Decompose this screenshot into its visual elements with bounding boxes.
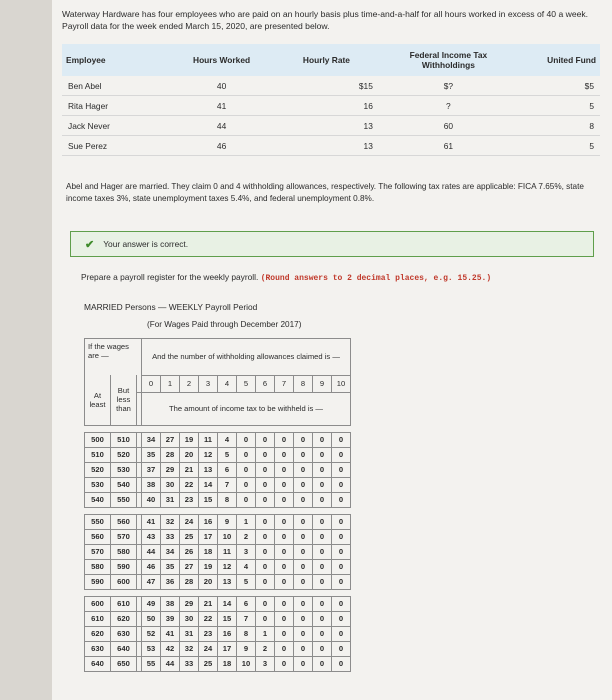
tax-amount-cell: 28	[180, 574, 199, 589]
wage-bound-cell: 640	[111, 641, 137, 656]
tax-amount-cell: 2	[237, 529, 256, 544]
tax-amount-cell: 0	[332, 574, 351, 589]
wage-bound-cell: 550	[111, 492, 137, 507]
tax-amount-cell: 0	[256, 544, 275, 559]
allowance-10: 10	[332, 375, 351, 392]
tax-amount-cell: 0	[275, 611, 294, 626]
tax-amount-cell: 0	[256, 529, 275, 544]
wage-bound-cell: 530	[85, 477, 111, 492]
tax-amount-cell: 0	[313, 462, 332, 477]
tax-amount-cell: 0	[294, 626, 313, 641]
tax-amount-cell: 0	[332, 626, 351, 641]
wage-bound-cell: 550	[85, 514, 111, 529]
tax-amount-cell: 18	[218, 656, 237, 671]
tax-amount-cell: 0	[332, 529, 351, 544]
tax-row	[85, 492, 351, 507]
wage-bound-cell: 520	[85, 462, 111, 477]
tax-amount-cell: 0	[275, 492, 294, 507]
tax-amount-cell: 35	[142, 447, 161, 462]
tax-amount-cell: 9	[237, 641, 256, 656]
tax-amount-cell: 0	[313, 544, 332, 559]
header-united-fund: United Fund	[547, 55, 596, 65]
tax-amount-cell: 8	[218, 492, 237, 507]
tax-amount-cell: 44	[161, 656, 180, 671]
tax-amount-cell: 0	[294, 611, 313, 626]
tax-amount-cell: 0	[275, 574, 294, 589]
but-less-than-header: But less than	[111, 375, 137, 425]
tax-amount-cell: 3	[256, 656, 275, 671]
tax-amount-cell: 0	[313, 432, 332, 447]
tax-amount-cell: 0	[294, 514, 313, 529]
tax-amount-cell: 0	[275, 447, 294, 462]
document-page	[52, 0, 612, 700]
employee-name-cell: Sue Perez	[62, 136, 169, 156]
hourly-rate-cell: $15	[274, 76, 379, 96]
tax-amount-cell: 4	[218, 432, 237, 447]
tax-amount-cell: 9	[218, 514, 237, 529]
tax-amount-cell: 0	[332, 641, 351, 656]
tax-amount-cell: 7	[218, 477, 237, 492]
tax-amount-cell: 0	[256, 462, 275, 477]
tax-amount-cell: 50	[142, 611, 161, 626]
banner-text: Your answer is correct.	[103, 239, 189, 249]
header-hours-worked: Hours Worked	[193, 55, 251, 65]
tax-amount-cell: 0	[256, 432, 275, 447]
tax-row	[85, 447, 351, 462]
allowance-6: 6	[256, 375, 275, 392]
wage-bound-cell: 570	[85, 544, 111, 559]
tax-amount-cell: 0	[237, 477, 256, 492]
tax-amount-cell: 0	[256, 477, 275, 492]
wage-bound-cell: 570	[111, 529, 137, 544]
tax-amount-cell: 1	[237, 514, 256, 529]
tax-amount-cell: 30	[161, 477, 180, 492]
tax-amount-cell: 14	[218, 596, 237, 611]
tax-amount-cell: 0	[332, 611, 351, 626]
wage-bound-cell: 620	[85, 626, 111, 641]
tax-amount-cell: 12	[199, 447, 218, 462]
check-icon: ✔	[85, 238, 95, 251]
tax-row	[85, 626, 351, 641]
tax-amount-cell: 44	[142, 544, 161, 559]
tax-amount-cell: 0	[275, 514, 294, 529]
prepare-text: Prepare a payroll register for the weekly payroll.	[81, 272, 259, 282]
hours-worked-cell: 41	[169, 96, 274, 116]
wage-bound-cell: 500	[85, 432, 111, 447]
tax-amount-cell: 0	[294, 559, 313, 574]
hourly-rate-cell: 13	[274, 116, 379, 136]
united-fund-cell: 8	[518, 116, 600, 136]
tax-amount-cell: 28	[161, 447, 180, 462]
tax-amount-cell: 34	[142, 432, 161, 447]
wages-header: If the wages are —	[85, 339, 142, 376]
tax-amount-cell: 0	[313, 477, 332, 492]
allowance-0: 0	[142, 375, 161, 392]
employee-table	[62, 44, 600, 156]
allowance-numbers-row	[85, 375, 351, 392]
allowance-2: 2	[180, 375, 199, 392]
tax-amount-cell: 31	[161, 492, 180, 507]
tax-amount-cell: 23	[180, 492, 199, 507]
tax-amount-cell: 0	[313, 656, 332, 671]
group-spacer-cell	[85, 425, 351, 432]
tax-amount-cell: 18	[199, 544, 218, 559]
wage-bound-cell: 630	[85, 641, 111, 656]
header-hourly-rate: Hourly Rate	[302, 55, 350, 65]
header-employee: Employee	[66, 55, 106, 65]
tax-amount-cell: 0	[275, 641, 294, 656]
tax-amount-cell: 39	[161, 611, 180, 626]
tax-amount-cell: 2	[256, 641, 275, 656]
tax-table-subtitle: (For Wages Paid through December 2017)	[147, 320, 302, 329]
wage-bound-cell: 510	[111, 432, 137, 447]
tax-amount-cell: 0	[332, 462, 351, 477]
wage-bound-cell: 600	[111, 574, 137, 589]
wage-bound-cell: 540	[85, 492, 111, 507]
tax-amount-cell: 32	[161, 514, 180, 529]
tax-amount-cell: 16	[218, 626, 237, 641]
tax-amount-cell: 41	[142, 514, 161, 529]
tax-amount-cell: 7	[237, 611, 256, 626]
amount-withheld-header: The amount of income tax to be withheld is —	[142, 392, 351, 425]
employee-table-header	[62, 44, 600, 76]
tax-amount-cell: 27	[161, 432, 180, 447]
wage-bound-cell: 610	[85, 611, 111, 626]
intro-text: Waterway Hardware has four employees who are paid on an hourly basis plus time-and-a-half for all hours worked in excess of 40 a week. Payroll data for the week ended March 15, 2020, are presented below.	[62, 9, 589, 31]
tax-amount-cell: 6	[218, 462, 237, 477]
federal-tax-cell: ?	[379, 96, 518, 116]
tax-amount-cell: 40	[142, 492, 161, 507]
tax-amount-cell: 0	[256, 559, 275, 574]
tax-amount-cell: 43	[142, 529, 161, 544]
tax-amount-cell: 0	[294, 462, 313, 477]
tax-amount-cell: 22	[199, 611, 218, 626]
tax-amount-cell: 24	[180, 514, 199, 529]
allowance-9: 9	[313, 375, 332, 392]
allowance-3: 3	[199, 375, 218, 392]
tax-amount-cell: 0	[237, 492, 256, 507]
hours-worked-cell: 40	[169, 76, 274, 96]
employee-row	[62, 116, 600, 136]
tax-amount-cell: 33	[180, 656, 199, 671]
tax-row	[85, 477, 351, 492]
tax-amount-cell: 0	[332, 596, 351, 611]
tax-amount-cell: 25	[180, 529, 199, 544]
tax-amount-cell: 19	[180, 432, 199, 447]
wage-bound-cell: 530	[111, 462, 137, 477]
hours-worked-cell: 46	[169, 136, 274, 156]
tax-amount-cell: 21	[180, 462, 199, 477]
tax-amount-cell: 52	[142, 626, 161, 641]
tax-amount-cell: 35	[161, 559, 180, 574]
wage-bound-cell: 520	[111, 447, 137, 462]
tax-amount-cell: 0	[275, 626, 294, 641]
allowance-4: 4	[218, 375, 237, 392]
employee-row	[62, 96, 600, 116]
tax-amount-cell: 32	[180, 641, 199, 656]
tax-amount-cell: 4	[237, 559, 256, 574]
tax-amount-cell: 25	[199, 656, 218, 671]
wage-bound-cell: 590	[111, 559, 137, 574]
tax-amount-cell: 0	[294, 529, 313, 544]
employee-name-cell: Jack Never	[62, 116, 169, 136]
hourly-rate-cell: 16	[274, 96, 379, 116]
tax-amount-cell: 0	[294, 641, 313, 656]
tax-amount-cell: 41	[161, 626, 180, 641]
tax-amount-cell: 27	[180, 559, 199, 574]
tax-amount-cell: 10	[237, 656, 256, 671]
at-least-header: At least	[85, 375, 111, 425]
tax-amount-cell: 17	[218, 641, 237, 656]
wage-bound-cell: 580	[111, 544, 137, 559]
wage-bound-cell: 600	[85, 596, 111, 611]
tax-amount-cell: 24	[199, 641, 218, 656]
tax-amount-cell: 0	[256, 492, 275, 507]
wage-bound-cell: 540	[111, 477, 137, 492]
tax-amount-cell: 0	[275, 477, 294, 492]
tax-amount-cell: 0	[237, 447, 256, 462]
tax-amount-cell: 12	[218, 559, 237, 574]
tax-amount-cell: 0	[275, 544, 294, 559]
tax-amount-cell: 0	[237, 462, 256, 477]
wage-bound-cell: 620	[111, 611, 137, 626]
employee-name-cell: Rita Hager	[62, 96, 169, 116]
tax-amount-cell: 34	[161, 544, 180, 559]
allowance-5: 5	[237, 375, 256, 392]
wage-bound-cell: 640	[85, 656, 111, 671]
tax-amount-cell: 0	[313, 447, 332, 462]
tax-amount-cell: 11	[218, 544, 237, 559]
tax-amount-cell: 0	[256, 514, 275, 529]
tax-amount-cell: 0	[313, 596, 332, 611]
tax-amount-cell: 0	[332, 477, 351, 492]
tax-amount-cell: 0	[294, 574, 313, 589]
tax-amount-cell: 0	[294, 544, 313, 559]
tax-amount-cell: 36	[161, 574, 180, 589]
tax-amount-cell: 13	[199, 462, 218, 477]
hours-worked-cell: 44	[169, 116, 274, 136]
federal-tax-cell: 61	[379, 136, 518, 156]
tax-amount-cell: 0	[256, 447, 275, 462]
tax-amount-cell: 0	[294, 492, 313, 507]
tax-amount-cell: 46	[142, 559, 161, 574]
tax-row	[85, 656, 351, 671]
tax-amount-cell: 1	[256, 626, 275, 641]
tax-amount-cell: 0	[294, 432, 313, 447]
tax-amount-cell: 0	[313, 626, 332, 641]
tax-amount-cell: 13	[218, 574, 237, 589]
wage-bound-cell: 580	[85, 559, 111, 574]
tax-amount-cell: 0	[294, 656, 313, 671]
hourly-rate-cell: 13	[274, 136, 379, 156]
tax-amount-cell: 0	[256, 596, 275, 611]
tax-amount-cell: 23	[199, 626, 218, 641]
employee-row	[62, 76, 600, 96]
tax-row	[85, 544, 351, 559]
tax-amount-cell: 5	[237, 574, 256, 589]
allowances-header: And the number of withholding allowances claimed is —	[142, 339, 351, 376]
wage-bound-cell: 630	[111, 626, 137, 641]
tax-amount-cell: 0	[275, 596, 294, 611]
tax-amount-cell: 53	[142, 641, 161, 656]
tax-amount-cell: 0	[275, 656, 294, 671]
tax-amount-cell: 0	[313, 611, 332, 626]
tax-amount-cell: 15	[199, 492, 218, 507]
tax-amount-cell: 49	[142, 596, 161, 611]
tax-row	[85, 596, 351, 611]
answer-correct-banner	[70, 231, 594, 257]
federal-tax-cell: $?	[379, 76, 518, 96]
tax-amount-cell: 0	[332, 656, 351, 671]
tax-amount-cell: 0	[332, 559, 351, 574]
tax-amount-cell: 8	[237, 626, 256, 641]
tax-amount-cell: 30	[180, 611, 199, 626]
tax-amount-cell: 29	[180, 596, 199, 611]
tax-amount-cell: 3	[237, 544, 256, 559]
tax-amount-cell: 14	[199, 477, 218, 492]
tax-amount-cell: 10	[218, 529, 237, 544]
tax-amount-cell: 0	[275, 432, 294, 447]
tax-amount-cell: 0	[313, 641, 332, 656]
tax-amount-cell: 26	[180, 544, 199, 559]
tax-amount-cell: 37	[142, 462, 161, 477]
tax-amount-cell: 0	[237, 432, 256, 447]
united-fund-cell: 5	[518, 96, 600, 116]
employee-row	[62, 136, 600, 156]
group-spacer-cell	[85, 507, 351, 514]
wage-bound-cell: 590	[85, 574, 111, 589]
tax-amount-cell: 47	[142, 574, 161, 589]
tax-amount-cell: 0	[275, 559, 294, 574]
tax-row	[85, 462, 351, 477]
tax-amount-cell: 0	[313, 559, 332, 574]
employee-name-cell: Ben Abel	[62, 76, 169, 96]
tax-amount-cell: 15	[218, 611, 237, 626]
group-spacer	[85, 589, 351, 596]
tax-amount-cell: 20	[199, 574, 218, 589]
tax-amount-cell: 0	[332, 544, 351, 559]
tax-amount-cell: 42	[161, 641, 180, 656]
tax-amount-cell: 0	[275, 529, 294, 544]
married-note: Abel and Hager are married. They claim 0 and 4 withholding allowances, respectively. The following tax rates are applicable: FICA 7.65%, state income taxes 3%, state unemployment taxes 5.4%, and federal unemployment 0.8%.	[66, 182, 584, 203]
tax-amount-cell: 29	[161, 462, 180, 477]
tax-row	[85, 432, 351, 447]
tax-row	[85, 574, 351, 589]
wage-bound-cell: 610	[111, 596, 137, 611]
allowance-1: 1	[161, 375, 180, 392]
tax-amount-cell: 17	[199, 529, 218, 544]
tax-amount-cell: 21	[199, 596, 218, 611]
tax-amount-cell: 0	[294, 447, 313, 462]
wage-bound-cell: 650	[111, 656, 137, 671]
federal-tax-cell: 60	[379, 116, 518, 136]
wage-bound-cell: 510	[85, 447, 111, 462]
rounding-hint: (Round answers to 2 decimal places, e.g. 15.25.)	[260, 274, 492, 283]
tax-amount-cell: 0	[256, 574, 275, 589]
tax-amount-cell: 0	[256, 611, 275, 626]
tax-header-row	[85, 339, 351, 376]
tax-amount-cell: 0	[313, 529, 332, 544]
wage-bound-cell: 560	[111, 514, 137, 529]
group-spacer	[85, 425, 351, 432]
tax-amount-cell: 55	[142, 656, 161, 671]
tax-amount-cell: 16	[199, 514, 218, 529]
tax-row	[85, 514, 351, 529]
tax-amount-cell: 0	[332, 447, 351, 462]
tax-amount-cell: 0	[332, 432, 351, 447]
tax-row	[85, 559, 351, 574]
tax-amount-cell: 0	[313, 492, 332, 507]
tax-row	[85, 611, 351, 626]
tax-amount-cell: 38	[142, 477, 161, 492]
tax-amount-cell: 0	[313, 514, 332, 529]
wage-bound-cell: 560	[85, 529, 111, 544]
tax-amount-cell: 20	[180, 447, 199, 462]
tax-amount-cell: 22	[180, 477, 199, 492]
header-federal-income-tax: Federal Income Tax Withholdings	[409, 50, 488, 70]
allowance-7: 7	[275, 375, 294, 392]
tax-amount-cell: 19	[199, 559, 218, 574]
prepare-instruction	[81, 272, 601, 283]
tax-amount-cell: 11	[199, 432, 218, 447]
allowance-8: 8	[294, 375, 313, 392]
tax-amount-cell: 0	[332, 492, 351, 507]
tax-amount-cell: 38	[161, 596, 180, 611]
united-fund-cell: 5	[518, 136, 600, 156]
united-fund-cell: $5	[518, 76, 600, 96]
tax-row	[85, 529, 351, 544]
withholding-tax-table	[84, 338, 351, 672]
tax-amount-cell: 5	[218, 447, 237, 462]
tax-row	[85, 641, 351, 656]
tax-table-title: MARRIED Persons — WEEKLY Payroll Period	[84, 302, 258, 312]
tax-amount-cell: 31	[180, 626, 199, 641]
tax-amount-cell: 0	[275, 462, 294, 477]
tax-amount-cell: 33	[161, 529, 180, 544]
tax-amount-cell: 0	[294, 596, 313, 611]
group-spacer	[85, 507, 351, 514]
tax-amount-cell: 6	[237, 596, 256, 611]
group-spacer-cell	[85, 589, 351, 596]
tax-amount-cell: 0	[313, 574, 332, 589]
tax-amount-cell: 0	[294, 477, 313, 492]
tax-amount-cell: 0	[332, 514, 351, 529]
